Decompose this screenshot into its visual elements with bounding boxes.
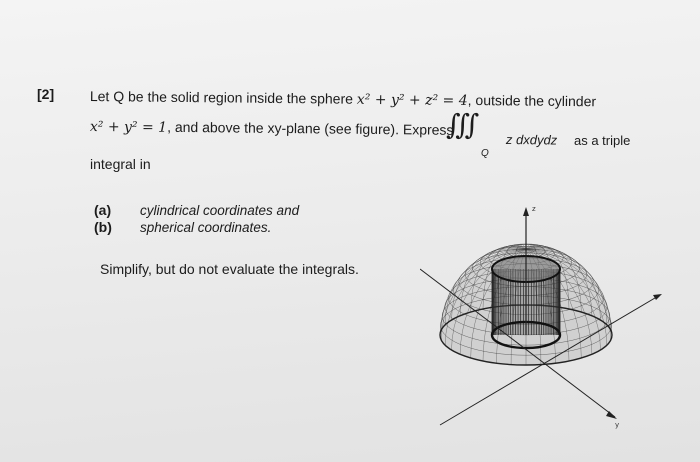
integrand: z dxdydz xyxy=(505,132,558,148)
problem-line-2 xyxy=(90,118,454,139)
z-axis-arrowhead xyxy=(523,207,529,216)
x-axis-arrowhead xyxy=(653,294,662,300)
problem-line-3: integral in xyxy=(90,156,151,172)
z-axis-label: z xyxy=(532,205,536,213)
line2-text: , and above the xy-plane (see figure). Express xyxy=(167,118,454,138)
integral-region-label: Q xyxy=(481,148,489,159)
sphere-equation: x² + y² + z² = 4 xyxy=(356,91,468,109)
y-axis-label: y xyxy=(615,421,620,429)
triple-integral-symbol: ∭ xyxy=(446,108,475,141)
problem-number: [2] xyxy=(37,86,55,102)
line1-tail: , outside the cylinder xyxy=(467,91,597,110)
part-b-label: (b) xyxy=(94,219,112,235)
as-a-triple-text: as a triple xyxy=(574,133,631,148)
solid-region-figure xyxy=(420,195,670,435)
part-a-label: (a) xyxy=(94,202,112,218)
cylinder-equation: x² + y² = 1 xyxy=(89,118,168,136)
y-axis-arrowhead xyxy=(606,411,617,419)
line1-text: Let Q be the solid region inside the sphere xyxy=(89,88,354,107)
instruction-text: Simplify, but do not evaluate the integrals. xyxy=(100,261,359,277)
problem-line-1 xyxy=(90,88,596,110)
part-b-text: spherical coordinates. xyxy=(140,220,272,235)
part-a-text: cylindrical coordinates and xyxy=(140,203,300,218)
